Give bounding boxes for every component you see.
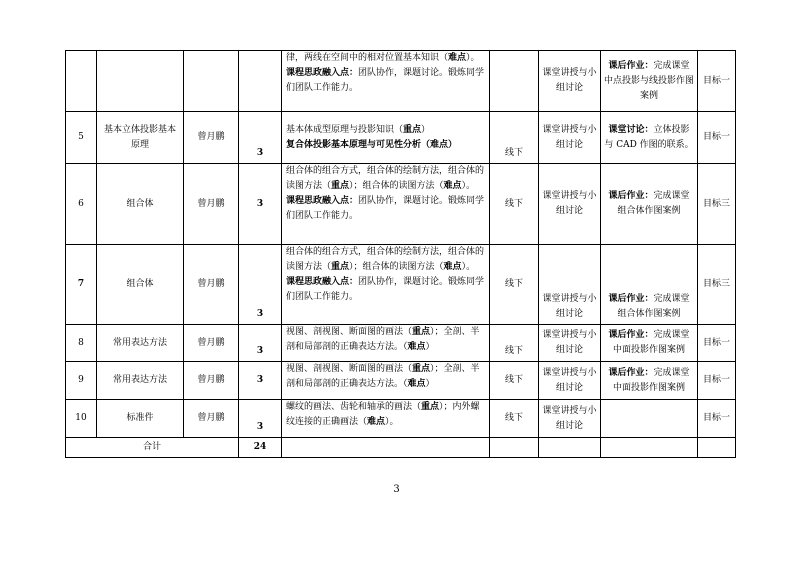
row-hours: 3: [239, 112, 282, 164]
row-number: [66, 51, 97, 112]
row-content: 视图、剖视图、断面图的画法（重点）；全剖、半剖和局部剖的正确表达方法。（难点）: [282, 325, 490, 362]
row-topic: 组合体: [97, 245, 184, 325]
row-hours: 3: [239, 400, 282, 438]
row-content: 组合体的组合方式，组合体的绘制方法，组合体的读图方法（重点）；组合体的读图方法（难点）。 课程思政融入点：团队协作，课题讨论。锻炼同学们团队工作能力。: [282, 164, 490, 245]
table-row: [66, 112, 736, 164]
row-homework: 课后作业：完成课堂组合体作图案例: [601, 245, 698, 325]
row-content: 律，两线在空间中的相对位置基本知识（难点）。 课程思政融入点：团队协作，课题讨论。锻炼同学们团队工作能力。: [282, 51, 490, 112]
row-topic: 基本立体投影基本原理: [97, 112, 184, 164]
row-teacher: 曾月鹏: [184, 164, 239, 245]
row-teacher: 曾月鹏: [184, 362, 239, 400]
row-hours: [239, 51, 282, 112]
row-teacher: [184, 51, 239, 112]
row-method: 课堂讲授与小组讨论: [539, 112, 601, 164]
row-hours: 3: [239, 164, 282, 245]
row-content: 螺纹的画法、齿轮和轴承的画法（重点）；内外螺纹连接的正确画法（难点）。: [282, 400, 490, 438]
row-topic: 组合体: [97, 164, 184, 245]
page-number: 3: [393, 484, 400, 495]
row-method: 课堂讲授与小组讨论: [539, 51, 601, 112]
row-goal: 目标一: [698, 51, 736, 112]
row-hours: 3: [239, 325, 282, 362]
row-number: 9: [66, 362, 97, 400]
row-topic: 标准件: [97, 400, 184, 438]
row-homework: 课堂讨论：立体投影与 CAD 作图的联系。: [601, 112, 698, 164]
row-teacher: 曾月鹏: [184, 112, 239, 164]
table-row: [66, 362, 736, 400]
row-goal: 目标一: [698, 362, 736, 400]
row-mode: 线下: [490, 112, 539, 164]
row-homework: 课后作业：完成课堂组合体作图案例: [601, 164, 698, 245]
row-number: 6: [66, 164, 97, 245]
row-number: 7: [66, 245, 97, 325]
row-goal: 目标三: [698, 164, 736, 245]
row-method: 课堂讲授与小组讨论: [539, 362, 601, 400]
row-homework: 课后作业：完成课堂中面投影作图案例: [601, 362, 698, 400]
row-mode: 线下: [490, 325, 539, 362]
row-content: 组合体的组合方式，组合体的绘制方法，组合体的读图方法（重点）；组合体的读图方法（难点）。 课程思政融入点：团队协作，课题讨论。锻炼同学们团队工作能力。: [282, 245, 490, 325]
row-homework: 课后作业：完成课堂中面投影作图案例: [601, 325, 698, 362]
row-teacher: 曾月鹏: [184, 400, 239, 438]
row-goal: 目标一: [698, 400, 736, 438]
table-row: [66, 164, 736, 245]
row-number: 8: [66, 325, 97, 362]
row-goal: 目标三: [698, 245, 736, 325]
row-mode: 线下: [490, 362, 539, 400]
row-topic: 常用表达方法: [97, 362, 184, 400]
row-mode: 线下: [490, 164, 539, 245]
total-empty: [698, 438, 736, 458]
row-method: 课堂讲授与小组讨论: [539, 400, 601, 438]
total-empty: [539, 438, 601, 458]
row-number: 10: [66, 400, 97, 438]
row-method: 课堂讲授与小组讨论: [539, 164, 601, 245]
row-hours: 3: [239, 245, 282, 325]
total-empty: [601, 438, 698, 458]
row-mode: 线下: [490, 400, 539, 438]
table-row: [66, 245, 736, 325]
total-label: 合计: [66, 438, 239, 458]
row-number: 5: [66, 112, 97, 164]
row-homework: 课后作业：完成课堂中点投影与线投影作图案例: [601, 51, 698, 112]
total-hours: 24: [239, 438, 282, 458]
schedule-table: [65, 50, 736, 458]
table-row: [66, 400, 736, 438]
row-teacher: 曾月鹏: [184, 325, 239, 362]
row-topic: 常用表达方法: [97, 325, 184, 362]
row-goal: 目标一: [698, 112, 736, 164]
row-mode: 线下: [490, 245, 539, 325]
total-row: [66, 438, 736, 458]
row-homework: [601, 400, 698, 438]
table-row: [66, 325, 736, 362]
row-method: 课堂讲授与小组讨论: [539, 245, 601, 325]
table-row: [66, 51, 736, 112]
total-empty: [282, 438, 490, 458]
row-content: 基本体成型原理与投影知识（重点） 复合体投影基本原理与可见性分析（难点）: [282, 112, 490, 164]
row-teacher: 曾月鹏: [184, 245, 239, 325]
row-goal: 目标一: [698, 325, 736, 362]
row-mode: [490, 51, 539, 112]
row-hours: 3: [239, 362, 282, 400]
row-method: 课堂讲授与小组讨论: [539, 325, 601, 362]
schedule-rows: [66, 51, 736, 458]
row-content: 视图、剖视图、断面图的画法（重点）；全剖、半剖和局部剖的正确表达方法。（难点）: [282, 362, 490, 400]
row-topic: [97, 51, 184, 112]
total-empty: [490, 438, 539, 458]
